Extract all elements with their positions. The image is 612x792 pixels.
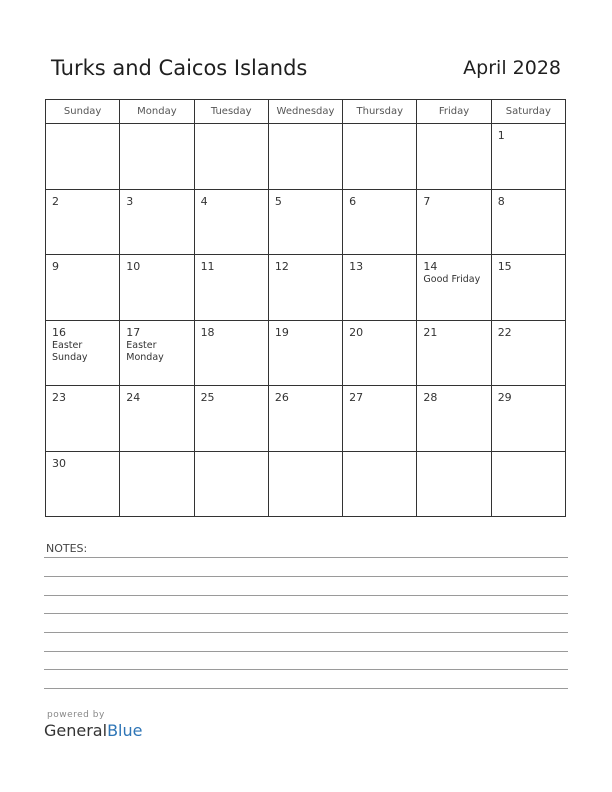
day-number: 27 xyxy=(349,391,364,404)
day-number: 25 xyxy=(200,391,215,404)
day-number xyxy=(492,452,565,457)
day-number: 12 xyxy=(274,260,289,273)
weekday-saturday: Saturday xyxy=(491,100,565,124)
day-number: 7 xyxy=(423,194,431,208)
calendar-title: Turks and Caicos Islands xyxy=(51,56,308,80)
day-number xyxy=(46,124,119,129)
week-row xyxy=(46,386,566,452)
weekday-friday: Friday xyxy=(417,100,491,124)
day-cell xyxy=(120,386,194,452)
day-number: 18 xyxy=(200,325,215,339)
day-number xyxy=(343,452,416,457)
month-label: April 2028 xyxy=(463,57,561,79)
week-row xyxy=(46,320,566,386)
weekday-tuesday: Tuesday xyxy=(194,100,268,124)
note-line xyxy=(44,669,568,670)
note-line xyxy=(44,688,568,689)
day-cell xyxy=(46,255,120,321)
day-number: 22 xyxy=(497,325,512,339)
day-cell xyxy=(417,255,491,321)
weekday-sunday: Sunday xyxy=(46,100,120,124)
day-number xyxy=(417,124,490,129)
day-cell xyxy=(268,386,342,452)
day-cell xyxy=(268,124,342,190)
calendar-body xyxy=(46,124,566,517)
day-cell xyxy=(491,386,565,452)
day-number: 5 xyxy=(274,194,282,208)
week-row xyxy=(46,124,566,190)
day-cell xyxy=(268,320,342,386)
day-number: 30 xyxy=(52,456,66,470)
day-number xyxy=(120,452,193,457)
day-cell xyxy=(46,124,120,190)
day-cell xyxy=(491,451,565,517)
week-row xyxy=(46,451,566,517)
day-number: 13 xyxy=(349,260,364,273)
day-cell xyxy=(491,124,565,190)
calendar-grid xyxy=(45,99,566,517)
note-line xyxy=(44,595,568,596)
day-cell xyxy=(194,124,268,190)
day-cell xyxy=(268,189,342,255)
day-cell xyxy=(417,124,491,190)
day-number: 15 xyxy=(497,260,512,273)
day-number: 2 xyxy=(52,194,59,208)
day-number: 21 xyxy=(423,325,438,339)
day-number xyxy=(195,124,268,129)
day-number: 3 xyxy=(126,194,134,208)
day-cell xyxy=(120,124,194,190)
day-cell xyxy=(194,386,268,452)
day-cell xyxy=(120,451,194,517)
day-cell xyxy=(491,189,565,255)
day-number: 1 xyxy=(497,129,505,142)
day-number xyxy=(269,452,342,457)
day-cell xyxy=(46,189,120,255)
day-number: 11 xyxy=(200,260,215,273)
day-cell xyxy=(417,189,491,255)
notes-label: NOTES: xyxy=(46,542,88,555)
day-number: 20 xyxy=(349,325,364,339)
day-cell xyxy=(491,255,565,321)
day-cell xyxy=(343,386,417,452)
day-number: 6 xyxy=(349,194,357,208)
weekday-header-row xyxy=(46,100,566,124)
holiday-label: Easter Sunday xyxy=(52,339,88,363)
day-cell xyxy=(194,451,268,517)
day-cell xyxy=(46,386,120,452)
day-cell xyxy=(268,255,342,321)
day-number: 26 xyxy=(274,391,289,404)
day-cell xyxy=(343,451,417,517)
day-number: 16 xyxy=(52,325,66,339)
day-number xyxy=(269,124,342,129)
brand-name-general: General xyxy=(44,721,108,740)
day-cell xyxy=(491,320,565,386)
weekday-monday: Monday xyxy=(120,100,194,124)
day-cell xyxy=(120,320,194,386)
day-cell xyxy=(343,124,417,190)
day-number: 14 xyxy=(423,260,438,273)
day-cell xyxy=(120,255,194,321)
weekday-thursday: Thursday xyxy=(343,100,417,124)
holiday-label: Easter Monday xyxy=(126,339,164,363)
day-number: 19 xyxy=(274,325,289,339)
day-number: 10 xyxy=(126,260,141,273)
note-line xyxy=(44,632,568,633)
day-cell xyxy=(120,189,194,255)
brand-logo xyxy=(44,721,142,740)
day-cell xyxy=(194,320,268,386)
powered-by-text: powered by xyxy=(47,710,105,720)
note-line xyxy=(44,651,568,652)
day-cell xyxy=(268,451,342,517)
holiday-label: Good Friday xyxy=(423,274,481,285)
day-number: 24 xyxy=(126,391,141,404)
day-number: 9 xyxy=(52,260,59,273)
day-cell xyxy=(194,189,268,255)
day-number: 23 xyxy=(52,391,66,404)
day-cell xyxy=(343,189,417,255)
day-cell xyxy=(417,320,491,386)
day-cell xyxy=(417,386,491,452)
day-number: 28 xyxy=(423,391,438,404)
day-cell xyxy=(417,451,491,517)
day-number xyxy=(120,124,193,129)
weekday-wednesday: Wednesday xyxy=(268,100,342,124)
day-number: 17 xyxy=(126,325,141,339)
day-number xyxy=(343,124,416,129)
day-number xyxy=(195,452,268,457)
day-cell xyxy=(46,320,120,386)
day-number: 4 xyxy=(200,194,208,208)
day-number xyxy=(417,452,490,457)
day-cell xyxy=(194,255,268,321)
day-number: 29 xyxy=(497,391,512,404)
brand-name-blue: Blue xyxy=(107,721,143,740)
note-line xyxy=(44,557,568,558)
week-row xyxy=(46,255,566,321)
note-line xyxy=(44,576,568,577)
day-cell xyxy=(46,451,120,517)
note-line xyxy=(44,613,568,614)
week-row xyxy=(46,189,566,255)
day-cell xyxy=(343,320,417,386)
day-cell xyxy=(343,255,417,321)
day-number: 8 xyxy=(497,194,505,208)
